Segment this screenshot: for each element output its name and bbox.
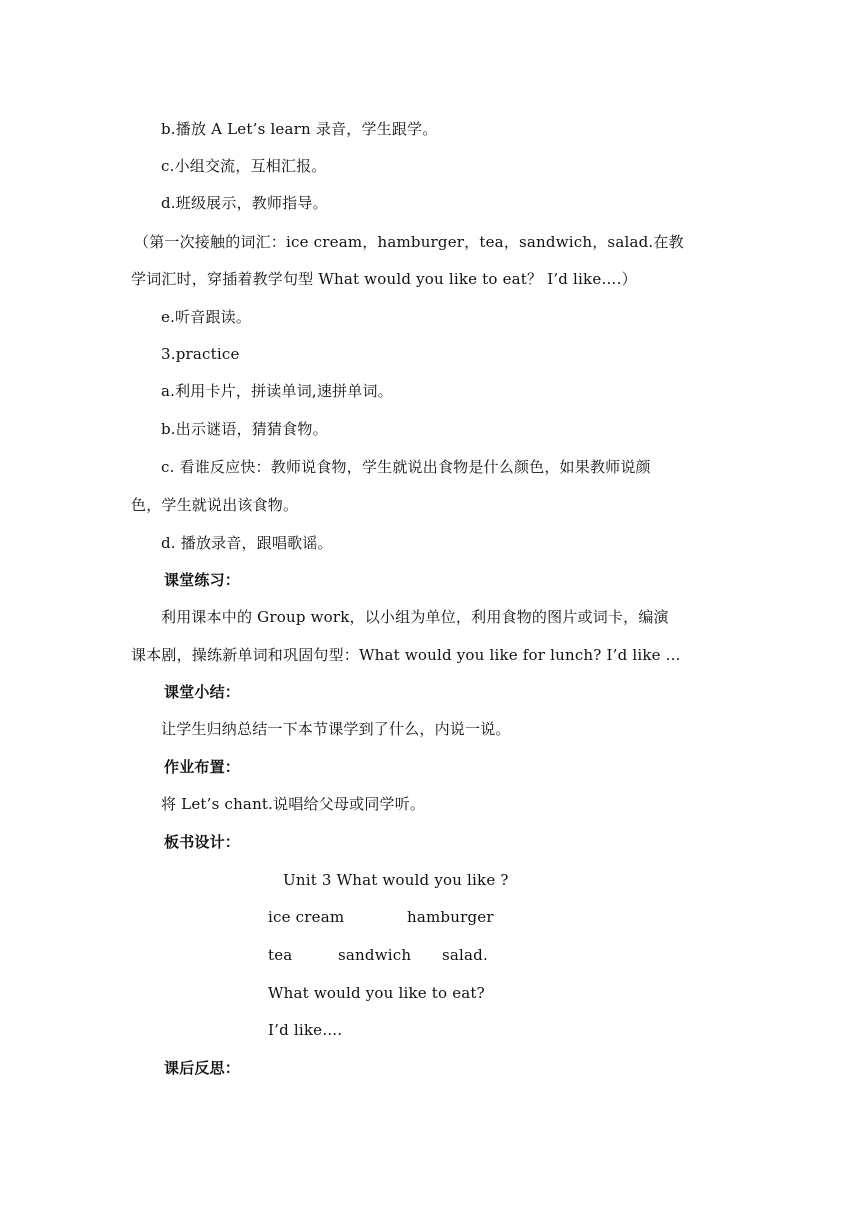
reflection-heading: 课后反思： bbox=[164, 1059, 241, 1077]
practice-a: a.利用卡片，拼读单词,速拼单词。 bbox=[161, 382, 393, 400]
board-word-salad: salad. bbox=[442, 946, 488, 964]
board-word-ice-cream: ice cream bbox=[268, 908, 345, 926]
board-title: Unit 3 What would you like ? bbox=[283, 871, 509, 889]
board-design-heading: 板书设计： bbox=[164, 833, 241, 851]
class-practice-line-2: 课本剧，操练新单词和巩固句型：What would you like for lunch? I’d like ... bbox=[131, 646, 681, 664]
homework-heading: 作业布置： bbox=[164, 758, 241, 776]
practice-d: d. 播放录音，跟唱歌谣。 bbox=[161, 534, 333, 552]
board-question: What would you like to eat? bbox=[268, 984, 485, 1002]
vocab-note-2: 学词汇时，穿插着教学句型 What would you like to eat？ I’d like….） bbox=[131, 270, 637, 288]
board-word-hamburger: hamburger bbox=[407, 908, 494, 926]
step-d-show: d.班级展示，教师指导。 bbox=[161, 194, 328, 212]
summary-heading: 课堂小结： bbox=[164, 683, 241, 701]
practice-c-1: c. 看谁反应快：教师说食物，学生就说出食物是什么颜色，如果教师说颜 bbox=[161, 458, 651, 476]
step-b-listen: b.播放 A Let’s learn 录音，学生跟学。 bbox=[161, 120, 438, 138]
board-word-tea: tea bbox=[268, 946, 293, 964]
step-e-follow: e.听音跟读。 bbox=[161, 308, 252, 326]
practice-c-2: 色，学生就说出该食物。 bbox=[131, 496, 299, 514]
step-c-group: c.小组交流，互相汇报。 bbox=[161, 157, 327, 175]
board-answer: I’d like…. bbox=[268, 1021, 343, 1039]
board-word-sandwich: sandwich bbox=[338, 946, 412, 964]
vocab-note-1: （第一次接触的词汇：ice cream，hamburger，tea，sandwich，salad.在教 bbox=[134, 233, 684, 251]
practice-title: 3.practice bbox=[161, 345, 240, 363]
class-practice-line-1: 利用课本中的 Group work，以小组为单位，利用食物的图片或词卡，编演 bbox=[161, 608, 669, 626]
practice-b: b.出示谜语，猜猜食物。 bbox=[161, 420, 328, 438]
summary-line: 让学生归纳总结一下本节课学到了什么，内说一说。 bbox=[161, 720, 511, 738]
homework-line: 将 Let’s chant.说唱给父母或同学听。 bbox=[161, 795, 426, 813]
class-practice-heading: 课堂练习： bbox=[164, 571, 241, 589]
